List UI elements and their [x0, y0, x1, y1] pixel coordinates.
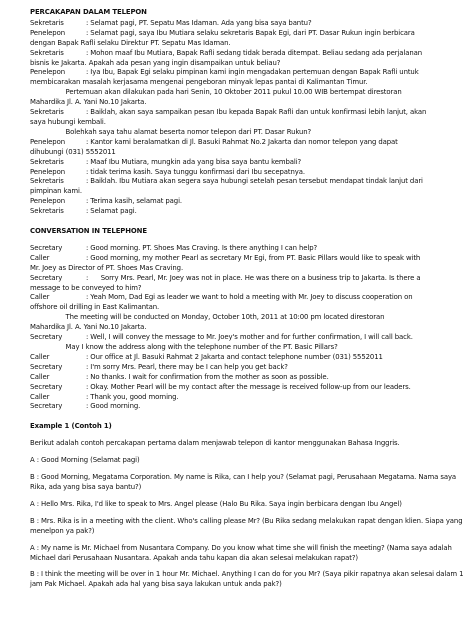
dialogue-line: [30, 177, 464, 187]
dialogue-continuation: Mr. Joey as Director of PT. Shoes Mas Craving.: [30, 263, 184, 272]
speaker-label: Penelepon: [30, 28, 65, 37]
speaker-label: Secretary: [30, 402, 63, 411]
speaker-label: Penelepon: [30, 197, 65, 206]
dialogue-text: : Sorry Mrs. Pearl, Mr. Joey was not in place. He was there on a business trip to Jakarta. Is there a: [86, 273, 421, 282]
example-dialogue: [30, 456, 464, 590]
dialogue-continuation: Pertemuan akan dilakukan pada hari Senin, 10 Oktober 2011 pukul 10.00 WIB bertempat direstoran: [30, 88, 402, 97]
dialogue-text: : Baiklah, akan saya sampaikan pesan Ibu kepada Bapak Rafli dan untuk konfirmasi lebih lanjut, akan: [86, 108, 427, 117]
dialogue-text: : Okay. Mother Pearl will be my contact after the message is received follow-up from our leaders.: [86, 382, 411, 391]
dialogue-text: : Maaf Ibu Mutiara, mungkin ada yang bisa saya bantu kembali?: [86, 157, 302, 166]
dialogue-continuation: offshore oil drilling in East Kalimantan.: [30, 303, 160, 312]
speaker-label: Penelepon: [30, 68, 65, 77]
example-paragraph: B : Mrs. Rika is in a meeting with the client. Who's calling please Mr? (Bu Rika sedang melakukan rapat dengan klien. Siapa yang menelpon ya pak?): [30, 516, 465, 535]
dialogue-continuation: dihubungi (031) 5552011: [30, 147, 116, 156]
dialogue-text: : No thanks. I wait for confirmation from the mother as soon as possible.: [86, 372, 329, 381]
dialogue-continuation: The meeting will be conducted on Monday, October 10th, 2011 at 10:00 pm located direstoran: [30, 313, 385, 322]
speaker-label: Secretary: [30, 333, 63, 342]
dialogue-line: [30, 138, 464, 148]
dialogue-text: : Our office at Jl. Basuki Rahmat 2 Jakarta and contact telephone number (031) 5552011: [86, 352, 383, 361]
speaker-label: Sekretaris: [30, 18, 64, 27]
dialogue-line: [30, 29, 464, 39]
section-title-english: CONVERSATION IN TELEPHONE: [30, 227, 147, 236]
dialogue-line: [30, 168, 464, 178]
dialogue-line: [30, 363, 464, 373]
dialogue-text: : Yeah Mom, Dad Egi as leader we want to hold a meeting with Mr. Joey to discuss cooperation on: [86, 293, 413, 302]
dialogue-continuation: dengan Bapak Rafli selaku Direktur PT. Sepatu Mas Idaman.: [30, 38, 231, 47]
dialogue-line: [30, 49, 464, 59]
dialogue-text: : Good morning.: [86, 402, 141, 411]
dialogue-continuation: Bolehkah saya tahu alamat beserta nomor telepon dari PT. Dasar Rukun?: [30, 127, 312, 136]
dialogue-line: [30, 333, 464, 343]
dialogue-continuation: bisnis ke Jakarta. Apakah ada pesan yang ingin disampaikan untuk beliau?: [30, 58, 281, 67]
speaker-label: Sekretaris: [30, 108, 64, 117]
dialogue-line: [30, 19, 464, 29]
dialogue-text: : Selamat pagi, saya Ibu Mutiara selaku sekretaris Bapak Egi, dari PT. Dasar Rukun ingin berbicara: [86, 28, 415, 37]
dialogue-text: : Well, I will convey the message to Mr. Joey's mother and for further confirmation, I will call back.: [86, 333, 413, 342]
speaker-label: Sekretaris: [30, 207, 64, 216]
dialogue-text: : tidak terima kasih. Saya tunggu konfirmasi dari Ibu secepatnya.: [86, 167, 305, 176]
example-paragraph: B : Good Morning, Megatama Corporation. My name is Rika, can I help you? (Selamat pagi, Perusahaan Megatama. Nama saya Rika, ada yang bisa saya bantu?): [30, 473, 459, 491]
dialogue-line: [30, 383, 464, 393]
speaker-label: Sekretaris: [30, 177, 64, 186]
speaker-label: Secretary: [30, 362, 63, 371]
speaker-label: Secretary: [30, 382, 63, 391]
dialogue-line: [30, 108, 464, 118]
speaker-label: Caller: [30, 372, 50, 381]
speaker-label: Sekretaris: [30, 157, 64, 166]
dialogue-text: : Terima kasih, selamat pagi.: [86, 197, 182, 206]
section-title-indonesian: PERCAKAPAN DALAM TELEPON: [30, 8, 147, 16]
dialogue-text: : Thank you, good morning.: [86, 392, 179, 401]
dialogue-line: [30, 244, 464, 254]
example-paragraph: A : Hello Mrs. Rika, I'd like to speak to Mrs. Angel please (Halo Bu Rika. Saya ingin berbicara dengan Ibu Angel): [30, 499, 402, 508]
dialogue-text: : Kantor kami beralamatkan di Jl. Basuki Rahmat No.2 Jakarta dan nomor telepon yang dapat: [86, 137, 398, 146]
dialogue-text: : Good morning, my mother Pearl as secretary Mr Egi, from PT. Basic Pillars would like to speak with: [86, 253, 421, 262]
example-paragraph: B : I think the meeting will be over in 1 hour Mr. Michael. Anything I can do for you Mr? (Saya pikir rapatnya akan selesai dalam 1 jam Pak Michael. Apakah ada hal yang bisa saya lakukan untuk anda pak?): [30, 570, 466, 589]
dialogue-text: : Mohon maaf Ibu Mutiara, Bapak Rafli sedang tidak berada ditempat. Beliau sedang ada perjalanan: [86, 48, 423, 57]
dialogue-english: [30, 244, 464, 412]
dialogue-continuation: Mahardika Jl. A. Yani No.10 Jakarta.: [30, 323, 147, 332]
dialogue-line: [30, 393, 464, 403]
speaker-label: Sekretaris: [30, 48, 64, 57]
dialogue-text: : Selamat pagi, PT. Sepatu Mas Idaman. Ada yang bisa saya bantu?: [86, 18, 312, 27]
speaker-label: Penelepon: [30, 167, 65, 176]
dialogue-line: [30, 68, 464, 78]
dialogue-text: : Good morning. PT. Shoes Mas Craving. Is there anything I can help?: [86, 243, 318, 252]
dialogue-line: [30, 207, 464, 217]
speaker-label: Caller: [30, 253, 50, 262]
example-intro: Berikut adalah contoh percakapan pertama dalam menjawab telepon di kantor menggunakan Bahasa Inggris.: [30, 439, 400, 448]
speaker-label: Secretary: [30, 243, 63, 252]
speaker-label: Secretary: [30, 273, 63, 282]
speaker-label: Caller: [30, 392, 50, 401]
dialogue-line: [30, 402, 464, 412]
dialogue-text: : I'm sorry Mrs. Pearl, there may be I can help you get back?: [86, 362, 288, 371]
dialogue-continuation: Mahardika Jl. A. Yani No.10 Jakarta.: [30, 98, 147, 107]
dialogue-indonesian: [30, 19, 464, 217]
speaker-label: Caller: [30, 352, 50, 361]
dialogue-text: : Baiklah. Ibu Mutiara akan segera saya hubungi setelah pesan tersebut mendapat tindak lanjut dari: [86, 177, 423, 186]
dialogue-line: [30, 158, 464, 168]
dialogue-line: [30, 197, 464, 207]
dialogue-continuation: message to be conveyed to him?: [30, 283, 142, 292]
speaker-label: Caller: [30, 293, 50, 302]
example-paragraph: A : My name is Mr. Michael from Nusantara Company. Do you know what time she will finish the meeting? (Nama saya adalah Michael dari Perusahaan Nusantara. Apakah anda tahu kapan dia akan selesai melakukan rapat?): [30, 543, 454, 562]
speaker-label: Penelepon: [30, 137, 65, 146]
dialogue-text: : Selamat pagi.: [86, 207, 137, 216]
dialogue-text: : Iya Ibu, Bapak Egi selaku pimpinan kami ingin mengadakan pertemuan dengan Bapak Rafli untuk: [86, 68, 419, 77]
dialogue-line: [30, 373, 464, 383]
example-paragraph: A : Good Morning (Selamat pagi): [30, 456, 140, 465]
dialogue-line: [30, 274, 464, 284]
dialogue-continuation: saya hubungi kembali.: [30, 117, 106, 126]
dialogue-line: [30, 254, 464, 264]
dialogue-continuation: membicarakan masalah kerjasama mengenai pengeboran minyak lepas pantai di Kalimantan Timur.: [30, 78, 368, 87]
example-title: Example 1 (Contoh 1): [30, 422, 112, 431]
dialogue-line: [30, 353, 464, 363]
dialogue-continuation: May I know the address along with the telephone number of the PT. Basic Pillars?: [30, 343, 338, 351]
dialogue-line: [30, 293, 464, 303]
dialogue-continuation: pimpinan kami.: [30, 187, 82, 196]
